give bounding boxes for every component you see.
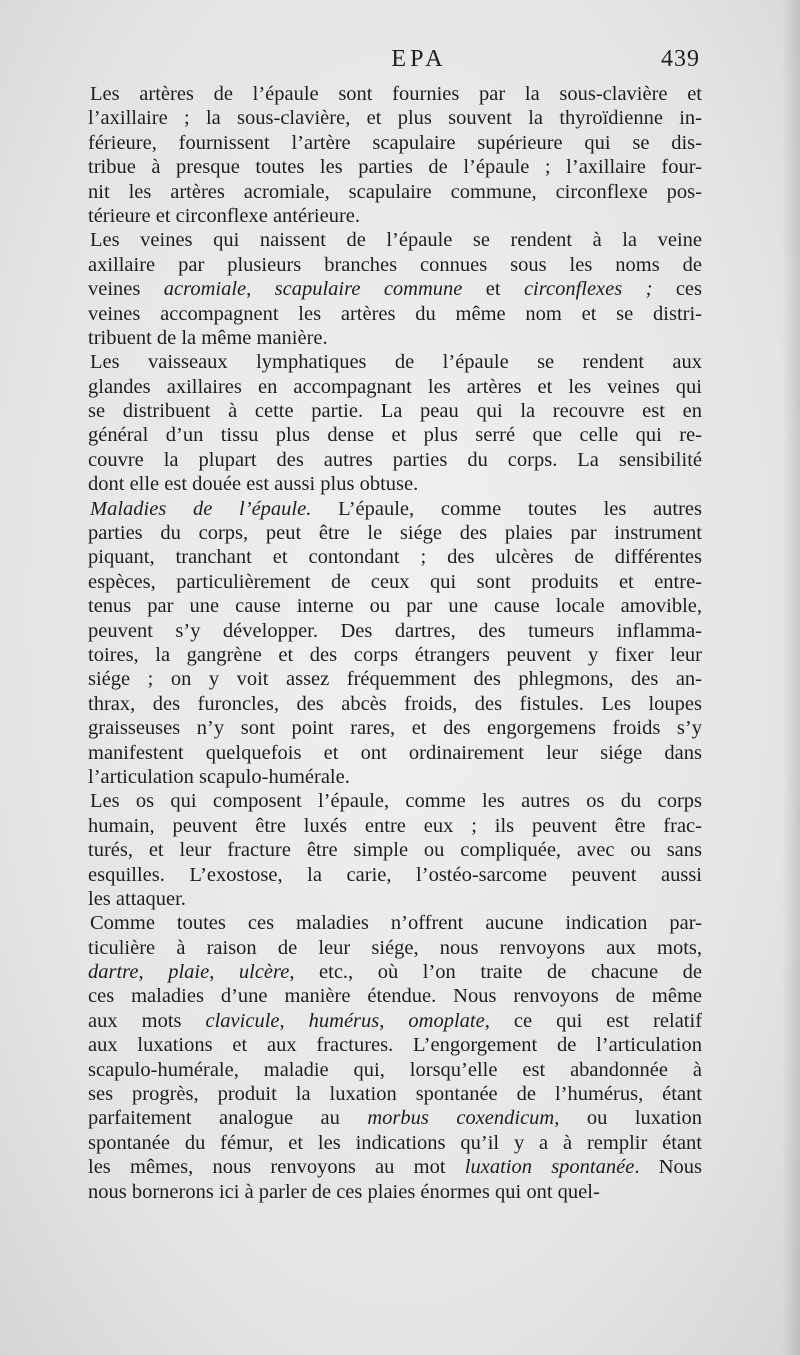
italic-text: humérus (308, 1009, 380, 1032)
running-head: EPA (391, 46, 447, 72)
text-line (88, 936, 702, 960)
text-run: , etc., où l’on traite de chacune de (289, 961, 702, 984)
text-line (88, 302, 702, 326)
paragraph (88, 789, 702, 911)
text-line (88, 692, 702, 716)
text-run: esquilles. L’exostose, la carie, l’ostéo-sarcome peuvent aussi (88, 863, 702, 886)
text-run: tribuent de la même manière. (88, 326, 328, 349)
text-run: parfaitement analogue au (88, 1107, 368, 1130)
text-line (88, 643, 702, 667)
text-line (88, 399, 702, 423)
text-line (88, 594, 702, 618)
text-run: scapulo-humérale, maladie qui, lorsqu’elle est abandonnée à (88, 1058, 702, 1081)
text-run: L’épaule, comme toutes les autres (311, 497, 702, 520)
italic-text: morbus coxendicum (367, 1107, 555, 1130)
text-run: Comme toutes ces maladies n’offrent aucune indication par- (90, 912, 702, 935)
text-run: férieure, fournissent l’artère scapulaire supérieure qui se dis- (88, 131, 702, 154)
text-line (88, 887, 702, 911)
paragraph (88, 82, 702, 228)
italic-text: ulcère (238, 961, 290, 984)
text-run: Les os qui composent l’épaule, comme les autres os du corps (90, 790, 702, 813)
text-line (88, 1009, 702, 1033)
text-line (88, 667, 702, 691)
paragraph (88, 350, 702, 496)
italic-text: clavicule (205, 1009, 280, 1032)
text-line (88, 1155, 702, 1179)
italic-text: Maladies de l’épaule. (90, 497, 312, 520)
text-line (88, 838, 702, 862)
page-number: 439 (661, 46, 700, 72)
text-run: Les artères de l’épaule sont fournies par la sous-clavière et (90, 83, 702, 105)
text-line (88, 82, 702, 106)
text-line (88, 789, 702, 813)
text-run: turés, et leur fracture être simple ou compliquée, avec ou sans (88, 839, 702, 862)
text-line (88, 448, 702, 472)
text-run: ces (652, 278, 702, 301)
text-line (88, 180, 702, 204)
text-run: graisseuses n’y sont point rares, et des engorgemens froids s’y (88, 717, 702, 740)
text-line (88, 741, 702, 765)
text-run: tribue à presque toutes les parties de l’épaule ; l’axillaire four- (88, 156, 702, 179)
text-line (88, 911, 702, 935)
text-run: humain, peuvent être luxés entre eux ; ils peuvent être frac- (88, 814, 702, 837)
text-run: tenus par une cause interne ou par une cause locale amovible, (88, 595, 702, 618)
paragraph (88, 911, 702, 1204)
italic-text: circonflexes ; (523, 278, 653, 301)
text-run: , ce qui est relatif (484, 1009, 702, 1032)
text-run: , (209, 961, 239, 984)
text-line (88, 814, 702, 838)
paragraph (88, 228, 702, 350)
text-run: peuvent s’y développer. Des dartres, des tumeurs inflamma- (88, 619, 702, 642)
text-line (88, 472, 702, 496)
text-line (88, 1082, 702, 1106)
page-header (88, 46, 700, 80)
text-run: couvre la plupart des autres parties du corps. La sensibilité (88, 448, 702, 471)
text-line (88, 1033, 702, 1057)
italic-text: plaie (168, 961, 210, 984)
italic-text: omoplate (408, 1009, 485, 1032)
text-run: spontanée du fémur, et les indications qu’il y a à remplir étant (88, 1131, 702, 1154)
text-run: , ou luxation (554, 1107, 702, 1130)
text-run: parties du corps, peut être le siége des plaies par instrument (88, 522, 702, 545)
text-run: Les veines qui naissent de l’épaule se rendent à la veine (90, 229, 702, 252)
text-line (88, 106, 702, 130)
text-line (88, 1131, 702, 1155)
text-run: nous bornerons ici à parler de ces plaies énormes qui ont quel- (88, 1180, 600, 1203)
text-run: et (462, 278, 524, 301)
text-line (88, 155, 702, 179)
italic-text: acromiale (163, 278, 247, 301)
italic-text: scapulaire commune (274, 278, 463, 301)
text-line (88, 765, 702, 789)
text-run: aux mots (88, 1009, 206, 1032)
text-run: veines (88, 278, 164, 301)
text-line (88, 984, 702, 1008)
italic-text: dartre (88, 961, 139, 984)
text-run: les mêmes, nous renvoyons au mot (88, 1156, 465, 1179)
text-run: , (279, 1009, 309, 1032)
text-run: l’articulation scapulo-humérale. (88, 765, 350, 788)
body-text (88, 82, 702, 1204)
text-line (88, 863, 702, 887)
text-run: axillaire par plusieurs branches connues sous les noms de (88, 253, 702, 276)
text-run: glandes axillaires en accompagnant les artères et les veines qui (88, 375, 702, 398)
text-line (88, 204, 702, 228)
text-run: ces maladies d’une manière étendue. Nous renvoyons de même (88, 985, 702, 1008)
text-line (88, 277, 702, 301)
text-line (88, 1106, 702, 1130)
text-line (88, 253, 702, 277)
text-line (88, 960, 702, 984)
text-run: espèces, particulièrement de ceux qui sont produits et entre- (88, 570, 702, 593)
text-run: les attaquer. (88, 887, 186, 910)
text-line (88, 497, 702, 521)
text-run: toires, la gangrène et des corps étrangers peuvent y fixer leur (88, 643, 702, 666)
text-run: , (246, 278, 275, 301)
text-line (88, 1180, 702, 1204)
text-run: siége ; on y voit assez fréquemment des phlegmons, des an- (88, 668, 702, 691)
text-run: , (379, 1009, 409, 1032)
italic-text: luxation spontanée (464, 1156, 635, 1179)
text-line (88, 570, 702, 594)
text-line (88, 326, 702, 350)
text-run: veines accompagnent les artères du même nom et se distri- (88, 302, 702, 325)
text-run: Les vaisseaux lymphatiques de l’épaule se rendent aux (90, 351, 702, 374)
text-line (88, 1058, 702, 1082)
text-run: thrax, des furoncles, des abcès froids, des fistules. Les loupes (88, 692, 702, 715)
text-run: ticulière à raison de leur siége, nous renvoyons aux mots, (88, 936, 702, 959)
text-line (88, 350, 702, 374)
text-run: aux luxations et aux fractures. L’engorgement de l’articulation (88, 1034, 702, 1057)
text-run: piquant, tranchant et contondant ; des ulcères de différentes (88, 546, 702, 569)
text-run: général d’un tissu plus dense et plus serré que celle qui re- (88, 424, 702, 447)
text-line (88, 131, 702, 155)
text-run: ses progrès, produit la luxation spontanée de l’humérus, étant (88, 1083, 702, 1106)
text-line (88, 375, 702, 399)
text-run: térieure et circonflexe antérieure. (88, 204, 361, 227)
text-run: nit les artères acromiale, scapulaire commune, circonflexe pos- (88, 180, 702, 203)
text-line (88, 521, 702, 545)
text-run: dont elle est douée est aussi plus obtuse. (88, 473, 419, 496)
text-run: l’axillaire ; la sous-clavière, et plus souvent la thyroïdienne in- (88, 107, 702, 130)
text-line (88, 716, 702, 740)
text-run: , (138, 961, 169, 984)
text-run: . Nous (634, 1156, 702, 1179)
text-line (88, 423, 702, 447)
paragraph (88, 497, 702, 790)
text-line (88, 619, 702, 643)
text-line (88, 545, 702, 569)
text-line (88, 228, 702, 252)
text-run: se distribuent à cette partie. La peau qui la recouvre est en (88, 400, 702, 423)
text-run: manifestent quelquefois et ont ordinairement leur siége dans (88, 741, 702, 764)
